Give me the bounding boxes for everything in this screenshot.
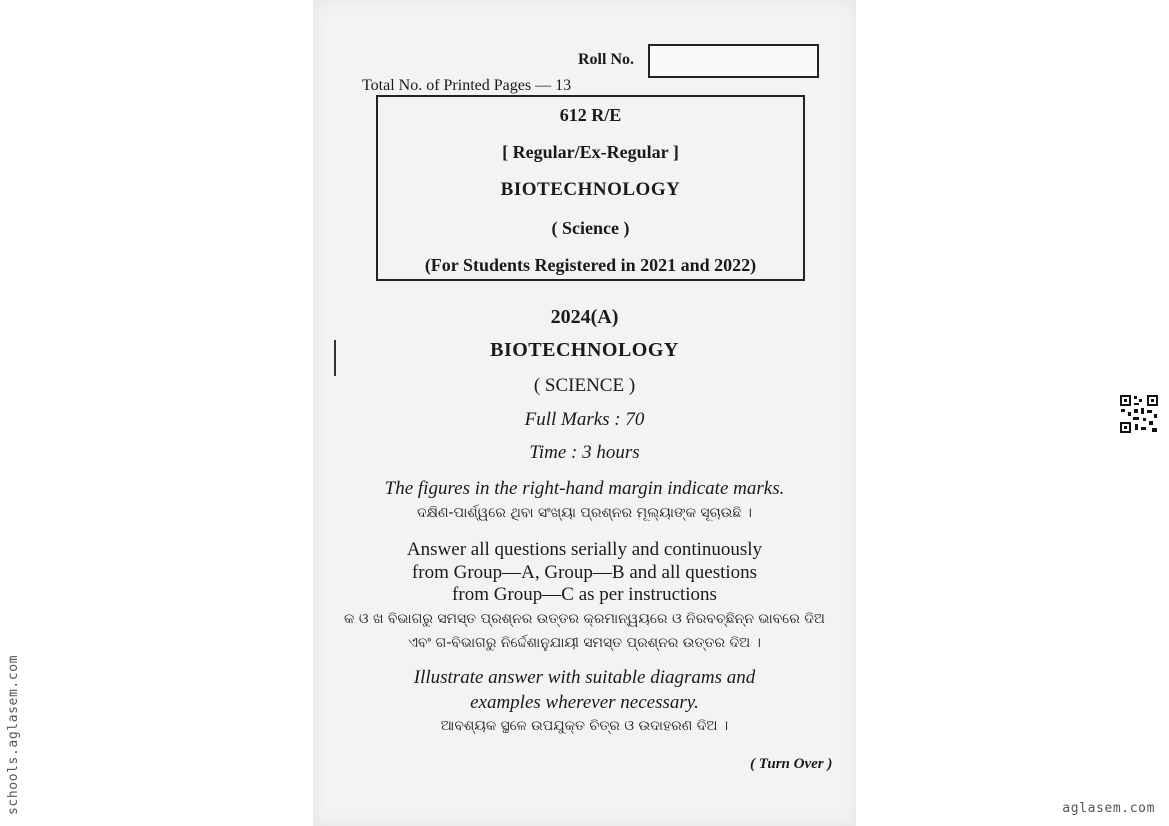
header-subject: BIOTECHNOLOGY [500,179,681,200]
exam-stream: ( SCIENCE ) [533,375,636,396]
roll-number-label: Roll No. [578,51,634,68]
time-allowed: Time : 3 hours [529,442,640,463]
qr-code-icon [1119,394,1159,434]
roll-number-box [648,44,819,78]
paper-code: 612 R/E [559,105,622,125]
answer-instruction-odia-1: କ ଓ ଖ ବିଭାଗରୁ ସମସ୍ତ ପ୍ରଶ୍ନର ଉତ୍ତର କ୍ରମାନ୍ୱୟରେ ଓ ନିରବଚ୍ଛିନ୍ନ ଭାବରେ ଦିଅ [344,611,825,627]
answer-instruction-odia-2: ଏବଂ ଗ-ବିଭାଗରୁ ନିର୍ଦ୍ଦେଶାନୁଯାୟୀ ସମସ୍ତ ପ୍ରଶ୍ନର ଉତ୍ତର ଦିଅ । [408,635,761,651]
illustrate-instruction-line-1: Illustrate answer with suitable diagrams and [413,667,756,688]
question-paper-page [313,0,856,826]
right-watermark: aglasem.com [1062,801,1155,816]
full-marks: Full Marks : 70 [524,409,645,430]
answer-instruction-line-2: from Group—A, Group—B and all questions [411,562,758,583]
marks-instruction: The figures in the right-hand margin indicate marks. [384,478,785,499]
turn-over-note: ( Turn Over ) [750,756,833,772]
answer-instruction-line-3: from Group—C as per instructions [452,584,717,605]
illustrate-instruction-odia: ଆବଶ୍ୟକ ସ୍ଥଳେ ଉପଯୁକ୍ତ ଚିତ୍ର ଓ ଉଦାହରଣ ଦିଅ । [440,718,729,734]
header-stream: ( Science ) [551,218,630,238]
exam-subject: BIOTECHNOLOGY [490,339,679,361]
paper-header-box [376,95,805,281]
registration-note: (For Students Registered in 2021 and 2022) [424,255,757,275]
illustrate-instruction-line-2: examples wherever necessary. [470,692,699,713]
left-watermark: schools.aglasem.com [6,654,21,815]
printed-pages-count: Total No. of Printed Pages — 13 [362,77,572,94]
answer-instruction-line-1: Answer all questions serially and continuously [406,539,763,560]
exam-year: 2024(A) [550,306,619,328]
marks-instruction-odia: ଦକ୍ଷିଣ-ପାର୍ଶ୍ୱରେ ଥିବା ସଂଖ୍ୟା ପ୍ରଶ୍ନର ମୂଲ୍ୟାଙ୍କ ସୂଚାଉଛି । [417,505,752,521]
exam-category: [ Regular/Ex-Regular ] [502,142,679,162]
